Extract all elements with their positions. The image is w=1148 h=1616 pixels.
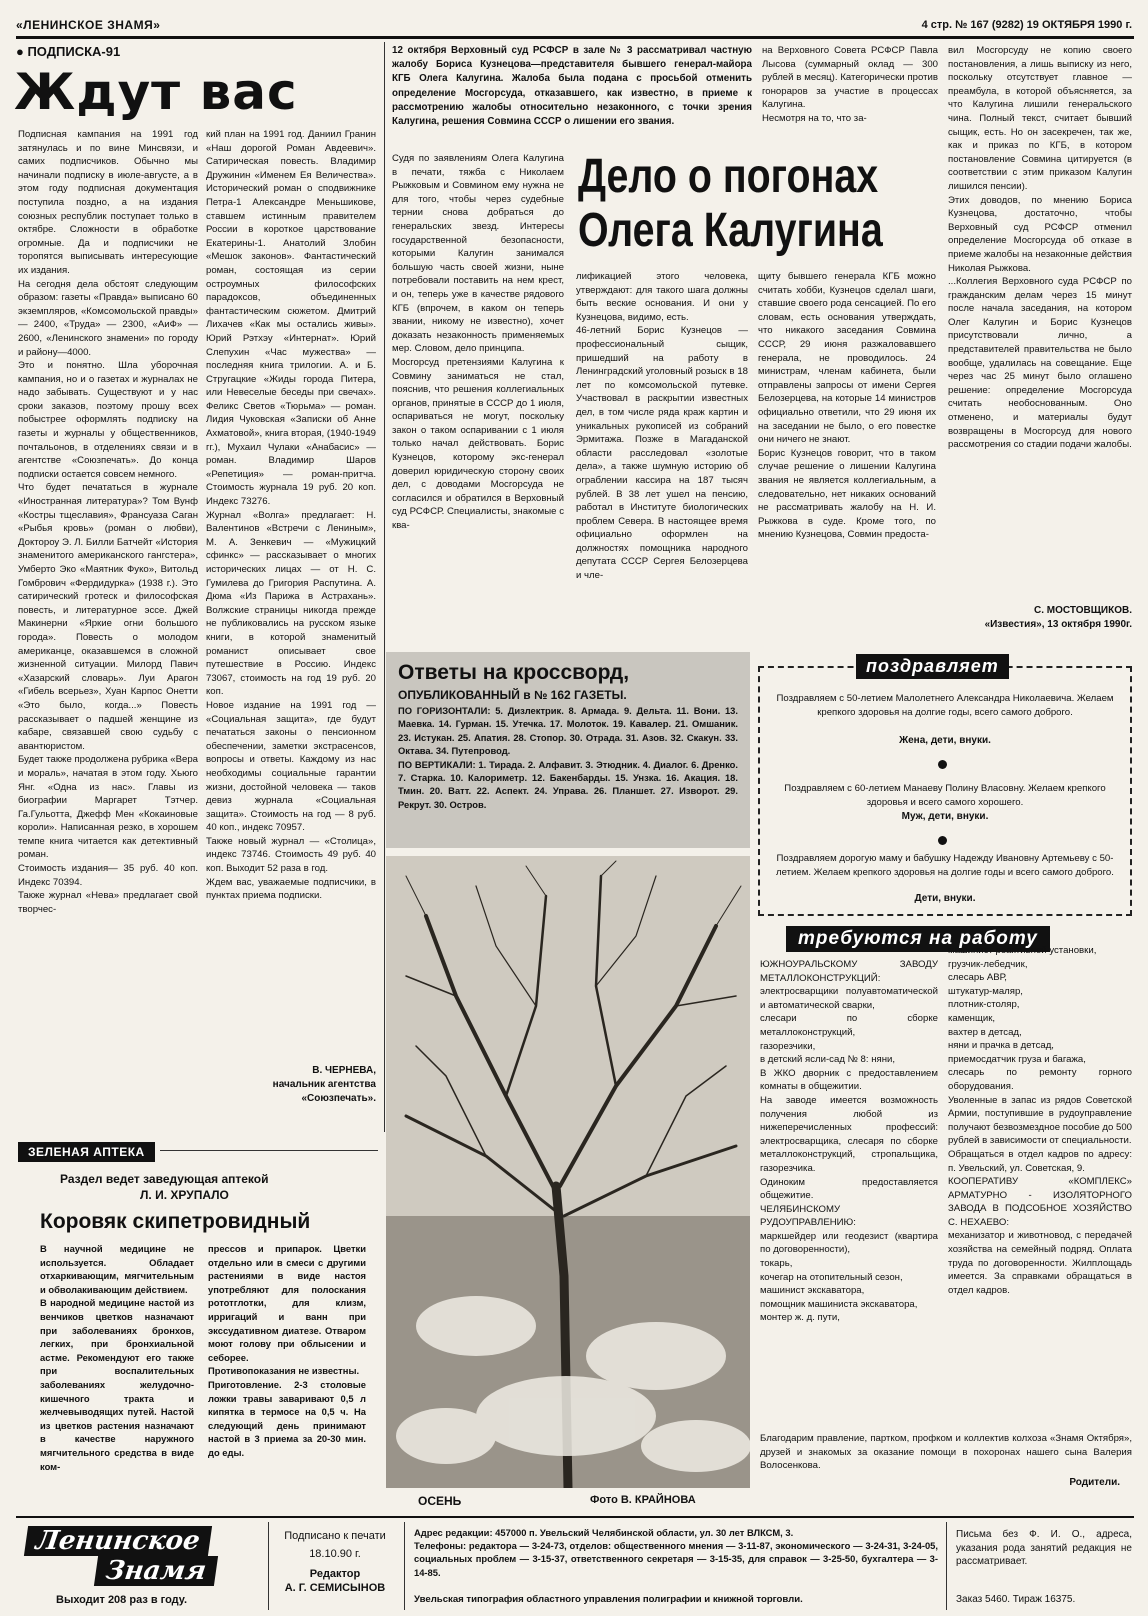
footer-order-info: Заказ 5460. Тираж 16375. [956,1594,1076,1605]
congrats-item-3: Поздравляем дорогую маму и бабушку Надежду Ивановну Артемьеву с 50-летием. Желаем крепкого здоровья на долгие годы и всего самого доброго. [776,853,1114,878]
kalugin-lead: 12 октября Верховный суд РСФСР в зале № 3 рассматривал частную жалобу Бориса Кузнецова—представителя бывшего генерал-майора КГБ Олега Калугина. Жалоба была подана с просьбой отменить определение Мосгорсуда, отказавшего, как известно, в приеме к рассмотрению жалобы относительно незаконного, с точки зрения Калугина, решения Совмина СССР о лишении его звания. [392,45,752,128]
footer-letters-note: Письма без Ф. И. О., адреса, указания рода занятий редакция не рассматривает. [956,1529,1132,1568]
footer-address: Адрес редакции: 457000 п. Увельский Челябинской области, ул. 30 лет ВЛКСМ, 3. Телефоны: редактора — 3-24-73, отделов: общественного мнения — 3-11-87, экономического — 3-24-31, 3-24-05, социальных проблем — 3-15-37, ответственного секретаря — 3-15-35, для справок — 3-25-50, бухгалтера — 3-14-85. [414,1527,938,1578]
footer-logo-line1: Ленинское [24,1526,212,1556]
funeral-thanks-from: Родители. [1069,1477,1120,1488]
footer-logo-line2: Знамя [94,1556,218,1586]
footer-divider-3 [946,1522,947,1610]
kalugin-column-e: вил Мосгорсуду не копию своего постановления, а лишь выписку из него, поскольку отсутствует главное — преамбула, в которой объясняется, за что Калугина лишили генеральского чина. Полный текст, считает бывший сыщик, есть. Но он засекречен, так же, как и приказ по КГБ, в котором постановление Совмина цитируется (в соответствии с этим приказом Калугин лишился пенсии). Этих доводов, по мнению Бориса Кузнецова, достаточно, чтобы Верховный суд РСФСР отменил определение Мосгорсуда об отказе в приеме жалобы на незаконные действия Николая Рыжкова. ...Коллегия Верховного суда РСФСР по гражданским делам через 15 минут после начала заседания, на котором Олег Калугин и Борис Кузнецов присутствовали лично, а представителей правительства не было вообще, удалилась на совещание. Еще через час 25 минут было оглашено решение: определение Мосгорсуда считать необоснованным. Оно отменено, и материалы будут возвращены в Мосгорсуд для нового рассмотрения со стадии подачи жалобы. [948,45,1132,451]
pharmacy-section-line: Раздел ведет заведующая аптекой [60,1172,269,1186]
congrats-item-3-from: Дети, внуки. [914,893,976,904]
jobs-tag: требуются на работу [786,926,1050,952]
footer-divider-1 [268,1522,269,1610]
subscription-signature: В. ЧЕРНЕВА, начальник агентства «Союзпечать». [272,1065,376,1104]
congrats-item-2-from: Муж, дети, внуки. [901,811,989,822]
kalugin-column-b: Судя по заявлениям Олега Калугина в печати, тяжба с Николаем Рыжковым и Совмином ему нужна не для того, чтобы через судебные тернии снова добраться до генеральских звезд. Интересы государственной безопасности, которыми Калугин занимался большую часть своей жизни, ныне потребовали поставить на нем крест, и он, теперь уже в качестве рядового КГБ (впрочем, в каком он теперь звании, никому не известно), хочет доказать незаконность применяемых мер. Словом, дело принципа. Мосгорсуд претензиями Калугина к Совмину заниматься не стал, пояснив, что решения коллегиальных органов, принятые в СССР до 1 июля, оспариваться не могут, поскольку закон о таком оспаривании с 1 июля только начал действовать. Борис Кузнецов, которому экс-генерал доверил юридическую сторону своих дел, с доводами Мосгорсуда не согласился и обратился в Верховный суд РСФСР. Специалисты, знакомые с ква- [392,153,564,532]
crossword-subtitle: ОПУБЛИКОВАННЫЙ в № 162 ГАЗЕТЫ. [398,688,627,702]
crossword-answers: ПО ГОРИЗОНТАЛИ: 5. Дизлектрик. 8. Армада. 9. Дельта. 11. Вони. 13. Маевка. 14. Гурман. 15. Утечка. 17. Молоток. 19. Кавалер. 21. Омшаник. 23. Истукан. 25. Апатия. 28. Стопор. 30. Отрада. 31. Азов. 32. Скакун. 33. Октава. 34. Путепровод. ПО ВЕРТИКАЛИ: 1. Тирада. 2. Алфавит. 3. Этюдник. 4. Диалог. 6. Дренко. 7. Старка. 10. Калориметр. 12. Бакенбарды. 15. Унзка. 16. Акация. 18. Тмин. 20. Ватт. 22. Аспект. 24. Управа. 26. Планшет. 27. Изворот. 29. Рекрут. 30. Остров. [398,705,738,810]
kalugin-signature: С. МОСТОВЩИКОВ. «Известия», 13 октября 1990г. [984,605,1132,630]
footer-logo [26,1526,250,1590]
header-rule [16,36,1134,39]
jobs-column-1: ЮЖНОУРАЛЬСКОМУ ЗАВОДУ МЕТАЛЛОКОНСТРУКЦИЙ: электросварщики полуавтоматической и автоматической сварки, слесари по сборке металлоконструкций, газорезчики, в детский ясли-сад № 8: няни, В ЖКО дворник с предоставлением комнаты в общежитии. На заводе имеется возможность получения любой из нижеперечисленных профессий: электросварщика, слесаря по сборке металлоконструкций, стропальщика, газорезчика. Одиноким предоставляется общежитие. ЧЕЛЯБИНСКОМУ РУДОУПРАВЛЕНИЮ: маркшейдер или геодезист (квартира по договоренности), токарь, кочегар на отопительный сезон, машинист экскаватора, помощник машиниста экскаватора, монтер ж. д. пути, [760,959,938,1324]
pharmacy-rule [160,1150,378,1151]
funeral-thanks: Благодарим правление, партком, профком и коллектив колхоза «Знамя Октября», друзей и знакомых за оказание помощи в похоронах нашего сына Валерия Волосенкова. [760,1433,1132,1472]
footer-editor-label: Редактор [309,1568,361,1580]
kalugin-headline: Дело о погонах Олега Калугина [578,150,883,257]
crossword-box [386,652,750,848]
congrats-item-1: Поздравляем с 50-летием Малолетнего Александра Николаевича. Желаем крепкого здоровья на долгие годы, всего самого доброго. [776,693,1114,718]
subscription-column-1: Подписная кампания на 1991 год затянулась и по вине Минсвязи, и самих подписчиков. Обычно мы начинали подписку в июле-августе, а в этом году подписная документация поступила поздно, а на издания союзных республик поступает только в октябре. Сложности в обработке огромные. Да и подписчики не торопятся выписывать интересующие их издания. На сегодня дела обстоят следующим образом: газеты «Правда» выписано 60 экземпляров, «Комсомольской правды» — 2400, «Труда» — 2300, «АиФ» — 2600, «Ленинского знамени» по городу и району—4000. Это и понятно. Шла уборочная кампания, но и о газетах и журналах не надо забывать. Существуют и у нас сроки заказов, поэтому прошу всех побыстрее оформлять подписку на газеты и журналы у общественников, почтальонов, в отделениях связи и в агентстве «Союзпечать». До конца подписки остается совсем немного. Что будет печататься в журнале «Иностранная литература»? Том Вунф «Костры тщеславия», Франсуаза Саган «Рыбья кровь» (роман о любви), Доктороу Э. Л. Билли Батчейт «История знаменитого американского гангстера», Умберто Эко «Маятник Фуко», Витольд Гомбрович «Фердидурка» (1938 г.). Это сатирический гротеск и философская повесть, и литературное эссе. Джей Макинерни «Яркие огни большого города». Повесть о молодом американце, оказавшемся в сложной жизненной ситуации. Милорд Павич «Хазарский словарь». Луи Арагон «Гибель всерьез», Хуан Карпос Онетти «Это было, когда...» Повесть рассказывает о падшей женщине из кабаре, связавшей свою судьбу с авантюристом. Будет также продолжена рубрика «Вера и мораль», начатая в этом году. Хьюго Янг. «Одна из нас». Главы из биографии Маргарет Тэтчер. Га.Гульотта, Джефф Мен «Кокаиновые короли». Написанная резко, в хорошем темпе книга читается как детективный роман. Стоимость издания— 35 руб. 40 коп. Индекс 70394. Также журнал «Нева» предлагает свой творчес- [18,129,198,915]
footer-printer: Увельская типография областного управления полиграфии и книжной торговли. [414,1594,803,1605]
masthead-name: «ЛЕНИНСКОЕ ЗНАМЯ» [16,18,161,32]
subscription-rubric: ● ПОДПИСКА-91 [16,44,121,59]
footer-editor-name: А. Г. СЕМИСЫНОВ [284,1582,386,1594]
photo-caption-title: ОСЕНЬ [418,1494,462,1508]
autumn-photo [386,856,750,1488]
column-divider [384,42,385,1132]
pharmacy-column-2: прессов и припарок. Цветки отдельно или в смеси с другими растениями в виде настоя употребляют для полоскания рототглотки, для клизм, ирригаций и ванн при экссудативном диатезе. Отваром моют голову при облысении и себорее. Противопоказания не известны. Приготовление. 2-3 столовые ложки травы заваривают 0,5 л кипятка в термосе на 0,5 ч. На следующий день принимают настой в 3 приема за 20-30 мин. до еды. [208,1243,366,1458]
crossword-title: Ответы на кроссворд, [398,661,630,684]
photo-credit: Фото В. КРАЙНОВА [590,1494,696,1506]
footer-frequency: Выходит 208 раз в году. [56,1594,188,1606]
subscription-column-2: кий план на 1991 год. Даниил Гранин «Наш дорогой Роман Авдеевич». Сатирическая повесть. Владимир Дружинин «Именем Ея Величества». Исторический роман о сподвижнике Петра-1 Александре Меньшикове, ставшем истинным правителем России в короткое царствование Екатерины-1. Анатолий Злобин «Мешок законов». Фантастический роман, состоящая из серии остроумных философских парадоксов, объединенных фантастическим сюжетом. Дмитрий Лихачев «Как мы остались живы». Юрий Рэтхэу «Интернат». Юрий Слепухин «Час мужества» — последняя книга трилогии. А. и Б. Стругацкие «Жиды города Питера, или Невеселые беседы при свечах». Феликс Светов «Тюрьма» — роман. Лидия Чуковская «Записки об Анне Ахматовой», книга вторая, (1940-1949 гг.), Мухаил Чулаки «Анабасис» — роман. Владимир Шаров «Репетиция» — роман-притча. Стоимость журнала 19 руб. 20 коп. Индекс 73276. Журнал «Волга» предлагает: Н. Валентинов «Встречи с Лениным», М. А. Зенкевич — «Мужицкий сфинкс» — рассказывает о многих исторических лицах — от Н. С. Гумилева до Григория Распутина. А. Дюма «Из Парижа в Астрахань». Волжские страницы никогда прежде не публиковались на русском языке книги, в которой знаменитый романист описывает свое путешествие в Россию. Индекс 73067, стоимость на год 19 руб. 20 коп. Новое издание на 1991 год — «Социальная защита», где будут печататься законы о пенсионном обеспечении, заметки экстрасенсов, вопросы и ответы. Каждому из нас необходимы социальные гарантии жизни, достойной человека — таков девиз журнала «Социальная защита». Стоимость на год — 8 руб. 40 коп., индекс 70957. Также новый журнал — «Столица», индекс 73746. Стоимость 49 руб. 40 коп. Выходит 52 раза в год. Ждем вас, уважаемые подписчики, в пунктах приема подписки. [206,129,376,902]
pharmacy-tag: ЗЕЛЕНАЯ АПТЕКА [18,1142,155,1162]
pharmacy-column-1: В научной медицине не используется. Обладает отхаркивающим, мягчительным и обволакивающим действием. В народной медицине настой из венчиков цветков назначают при заболеваниях бронхов, легких, при бронхиальной астме. Рекомендуют его также при воспалительных заболеваниях желудочно-кишечного тракта и желчевыводящих путей. Настой из цветков растения назначают в качестве наружного мягчительного средства в виде ком- [40,1243,194,1472]
congrats-item-2: Поздравляем с 60-летием Манаеву Полину Власовну. Желаем крепкого здоровья и всего самого хорошего. [784,783,1106,808]
congrats-bullet-2 [938,836,947,845]
congratulations-tag: поздравляет [856,654,1009,679]
issue-info: 4 стр. № 167 (9282) 19 ОКТЯБРЯ 1990 г. [921,19,1132,31]
jobs-column-2: машинист реактивной установки, грузчик-лебедчик, слесарь АВР, штукатур-маляр, плотник-столяр, каменщик, вахтер в детсад, няни и прачка в детсад, приемосдатчик груза и багажа, слесарь по ремонту горного оборудования. Уволенные в запас из рядов Советской Армии, поступившие в рудоуправление получают безвозмездное пособие до 500 рублей в зависимости от специальности. Обращаться в отдел кадров по адресу: п. Увельский, ул. Советская, 9. КООПЕРАТИВУ «КОМПЛЕКС» АРМАТУРНО - ИЗОЛЯТОРНОГО ЗАВОДА В ПОДСОБНОЕ ХОЗЯЙСТВО С. НЕХАЕВО: механизатор и животновод, с передачей хозяйства на семейный подряд. Оплата труда по договоренности. Жилплощадь имеется. За справками обращаться в отдел кадров. [948,945,1132,1296]
kalugin-column-c: лификацией этого человека, утверждают: для такого шага должны быть веские основания. И они у Кузнецова, видимо, есть. 46-летний Борис Кузнецов — профессиональный сыщик, пришедший на работу в Ленинградский уголовный розыск в 18 лет по комсомольской путевке. Участвовал в раскрытии известных дел, в том числе ряда краж картин и уникальных рукописей из собраний Эрмитажа. Позже в Магаданской области расследовал «золотые дела», а также шумную историю об ограблении кассира на 187 тысяч рублей. В 38 лет ушел на пенсию, работал в Институте биологических проблем Севера. В настоящее время официально оформлен на должностях помощника народного депутата СССР Сергея Белозерцева и чле- [576,271,748,582]
kalugin-column-d: щиту бывшего генерала КГБ можно считать хобби, Кузнецов сделал шаги, ставшие своего рода сенсацией. По его словам, есть основания утверждать, что никакого заседания Совмина СССР, 29 июня разжаловавшего генерала, не проводилось. 24 министрам, членам кабинета, были отправлены запросы от имени Сергея Белозерцева, на которые 14 министров официально ответили, что 29 июня их на заседании не было, о его повестке они ничего не знают. Борис Кузнецов говорит, что в таком случае решение о лишении Калугина звания не является коллегиальным, а следовательно, нет никаких оснований не рассматривать жалобу на Н. И. Рыжкова в суде. Кроме того, по мнению Кузнецова, Совмин предоста- [758,271,936,541]
congrats-item-1-from: Жена, дети, внуки. [899,735,991,746]
footer-rule [16,1516,1134,1518]
footer-signed-label: Подписано к печати [284,1530,386,1542]
pharmacy-author: Л. И. ХРУПАЛО [140,1188,229,1202]
tree-illustration [386,856,750,1488]
pharmacy-headline: Коровяк скипетровидный [40,1210,311,1233]
subscription-headline: Ждут вас [14,63,298,121]
footer-signed-date: 18.10.90 г. [309,1548,361,1560]
congrats-bullet-1 [938,760,947,769]
footer-divider-2 [404,1522,405,1610]
kalugin-column-a-top: на Верховного Совета РСФСР Павла Лысова (суммарный оклад — 300 рублей в месяц). Категорически против гонораров за участие в процессах Калугина. Несмотря на то, что за- [762,45,938,124]
